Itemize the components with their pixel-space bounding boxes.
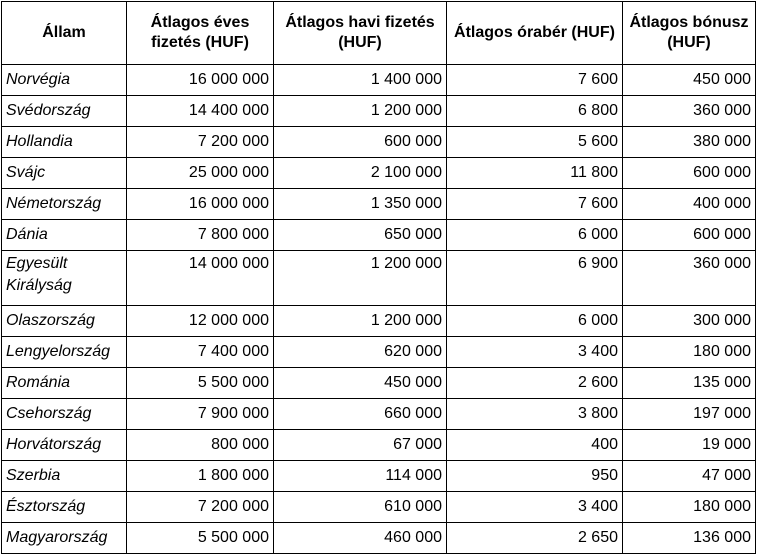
table-row [2, 399, 756, 430]
hourly-wage-cell: 400 [447, 430, 623, 461]
bonus-cell: 197 000 [623, 399, 756, 430]
header-monthly-salary: Átlagos havi fizetés (HUF) [274, 2, 447, 65]
country-cell: Lengyelország [2, 337, 127, 368]
bonus-cell: 400 000 [623, 189, 756, 220]
annual-salary-cell: 14 000 000 [127, 251, 274, 306]
table-row [2, 96, 756, 127]
country-cell: Románia [2, 368, 127, 399]
bonus-cell: 380 000 [623, 127, 756, 158]
annual-salary-cell: 7 200 000 [127, 492, 274, 523]
bonus-cell: 360 000 [623, 96, 756, 127]
table-row [2, 158, 756, 189]
monthly-salary-cell: 1 350 000 [274, 189, 447, 220]
hourly-wage-cell: 7 600 [447, 65, 623, 96]
monthly-salary-cell: 2 100 000 [274, 158, 447, 189]
monthly-salary-cell: 460 000 [274, 523, 447, 554]
header-row [2, 2, 756, 65]
monthly-salary-cell: 1 200 000 [274, 251, 447, 306]
hourly-wage-cell: 3 800 [447, 399, 623, 430]
country-cell: Dánia [2, 220, 127, 251]
monthly-salary-cell: 450 000 [274, 368, 447, 399]
annual-salary-cell: 14 400 000 [127, 96, 274, 127]
annual-salary-cell: 25 000 000 [127, 158, 274, 189]
monthly-salary-cell: 67 000 [274, 430, 447, 461]
bonus-cell: 47 000 [623, 461, 756, 492]
hourly-wage-cell: 5 600 [447, 127, 623, 158]
table-row [2, 461, 756, 492]
bonus-cell: 180 000 [623, 492, 756, 523]
hourly-wage-cell: 3 400 [447, 337, 623, 368]
monthly-salary-cell: 1 200 000 [274, 96, 447, 127]
monthly-salary-cell: 114 000 [274, 461, 447, 492]
monthly-salary-cell: 600 000 [274, 127, 447, 158]
hourly-wage-cell: 2 650 [447, 523, 623, 554]
annual-salary-cell: 16 000 000 [127, 189, 274, 220]
annual-salary-cell: 7 400 000 [127, 337, 274, 368]
monthly-salary-cell: 610 000 [274, 492, 447, 523]
monthly-salary-cell: 660 000 [274, 399, 447, 430]
bonus-cell: 135 000 [623, 368, 756, 399]
annual-salary-cell: 16 000 000 [127, 65, 274, 96]
country-cell: Svédország [2, 96, 127, 127]
salary-table [1, 1, 756, 554]
table-row [2, 220, 756, 251]
country-cell: Olaszország [2, 306, 127, 337]
country-cell: Norvégia [2, 65, 127, 96]
hourly-wage-cell: 6 000 [447, 306, 623, 337]
table-row [2, 251, 756, 306]
table-row [2, 337, 756, 368]
table-row [2, 189, 756, 220]
bonus-cell: 180 000 [623, 337, 756, 368]
header-country: Állam [2, 2, 127, 65]
monthly-salary-cell: 620 000 [274, 337, 447, 368]
bonus-cell: 450 000 [623, 65, 756, 96]
country-cell: Észtország [2, 492, 127, 523]
country-cell: Csehország [2, 399, 127, 430]
annual-salary-cell: 12 000 000 [127, 306, 274, 337]
table-row [2, 430, 756, 461]
hourly-wage-cell: 6 000 [447, 220, 623, 251]
table-row [2, 306, 756, 337]
bonus-cell: 600 000 [623, 220, 756, 251]
table-row [2, 65, 756, 96]
country-cell: Hollandia [2, 127, 127, 158]
hourly-wage-cell: 2 600 [447, 368, 623, 399]
bonus-cell: 600 000 [623, 158, 756, 189]
hourly-wage-cell: 3 400 [447, 492, 623, 523]
country-cell: Magyarország [2, 523, 127, 554]
monthly-salary-cell: 1 200 000 [274, 306, 447, 337]
country-cell: Németország [2, 189, 127, 220]
annual-salary-cell: 7 800 000 [127, 220, 274, 251]
hourly-wage-cell: 11 800 [447, 158, 623, 189]
header-annual-salary: Átlagos éves fizetés (HUF) [127, 2, 274, 65]
bonus-cell: 136 000 [623, 523, 756, 554]
annual-salary-cell: 5 500 000 [127, 523, 274, 554]
header-hourly-wage: Átlagos órabér (HUF) [447, 2, 623, 65]
country-cell: Egyesült Királyság [2, 251, 127, 306]
monthly-salary-cell: 650 000 [274, 220, 447, 251]
annual-salary-cell: 7 200 000 [127, 127, 274, 158]
header-bonus: Átlagos bónusz (HUF) [623, 2, 756, 65]
bonus-cell: 300 000 [623, 306, 756, 337]
annual-salary-cell: 1 800 000 [127, 461, 274, 492]
table-row [2, 523, 756, 554]
hourly-wage-cell: 6 800 [447, 96, 623, 127]
country-cell: Szerbia [2, 461, 127, 492]
country-cell: Horvátország [2, 430, 127, 461]
hourly-wage-cell: 7 600 [447, 189, 623, 220]
bonus-cell: 360 000 [623, 251, 756, 306]
hourly-wage-cell: 6 900 [447, 251, 623, 306]
annual-salary-cell: 7 900 000 [127, 399, 274, 430]
annual-salary-cell: 5 500 000 [127, 368, 274, 399]
hourly-wage-cell: 950 [447, 461, 623, 492]
monthly-salary-cell: 1 400 000 [274, 65, 447, 96]
country-cell: Svájc [2, 158, 127, 189]
table-row [2, 127, 756, 158]
table-row [2, 492, 756, 523]
annual-salary-cell: 800 000 [127, 430, 274, 461]
bonus-cell: 19 000 [623, 430, 756, 461]
table-row [2, 368, 756, 399]
